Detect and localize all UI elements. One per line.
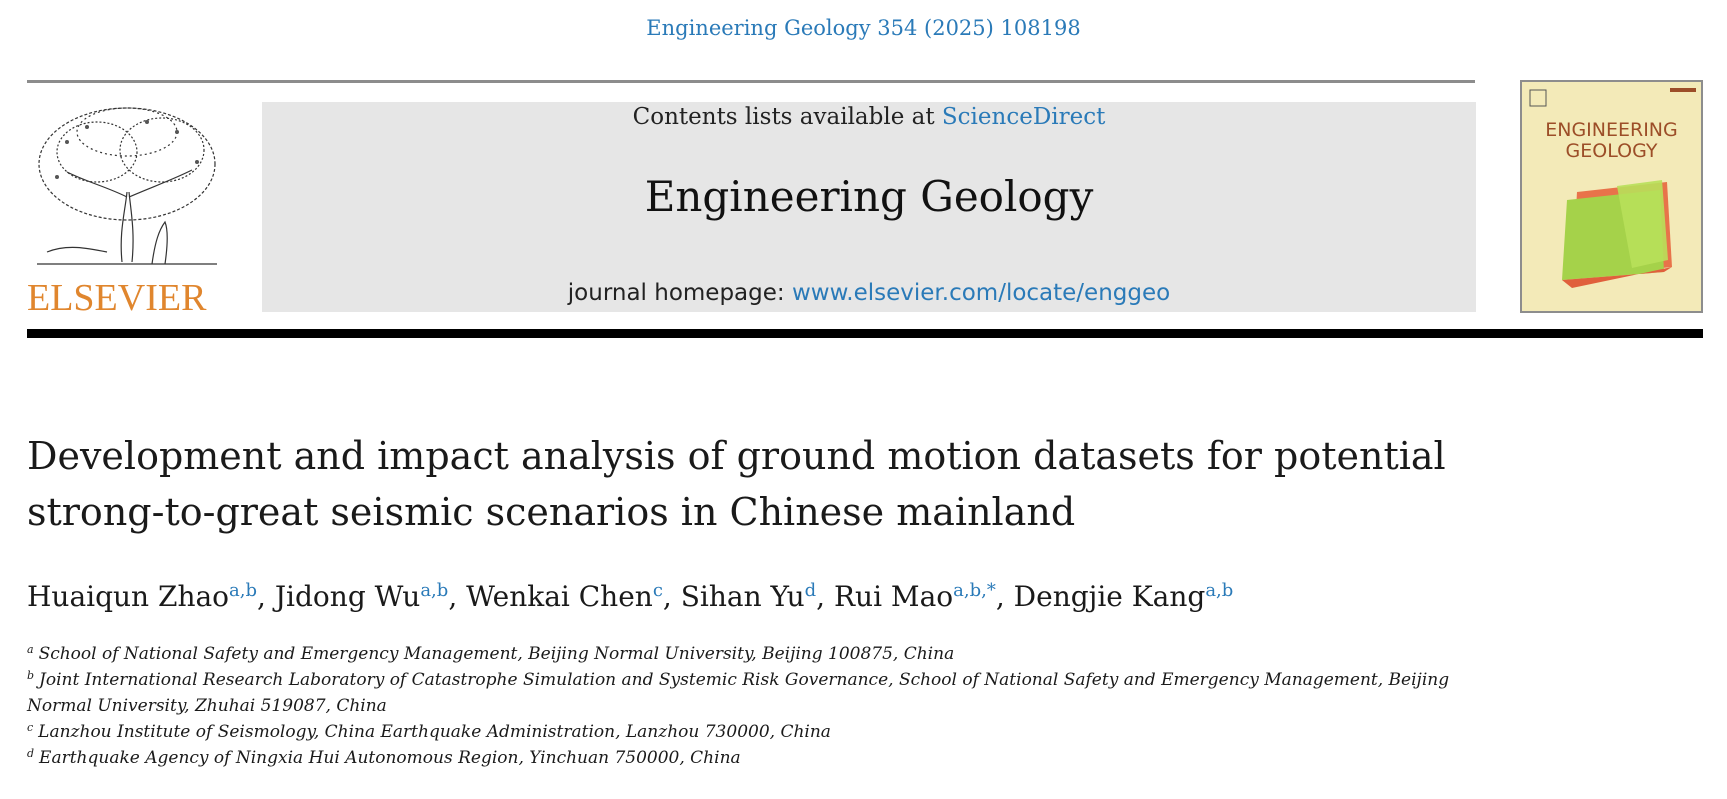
journal-homepage-link[interactable]: www.elsevier.com/locate/enggeo [791, 280, 1171, 306]
affiliation-key: d [27, 747, 35, 760]
contents-line [262, 104, 1476, 130]
affiliation-text: Lanzhou Institute of Seismology, China Earthquake Administration, Lanzhou 730000, China [38, 722, 831, 742]
author-name[interactable]: Rui Mao [833, 580, 954, 613]
author-name[interactable]: Jidong Wu [274, 580, 421, 613]
author-affiliation-mark[interactable]: a,b [420, 580, 449, 601]
affiliation-text: School of National Safety and Emergency Management, Beijing Normal University, Beijing 100875, China [38, 644, 955, 664]
affiliation-text: Earthquake Agency of Ningxia Hui Autonomous Region, Yinchuan 750000, China [39, 748, 741, 768]
sciencedirect-link[interactable]: ScienceDirect [941, 104, 1106, 130]
homepage-prefix: journal homepage: [567, 280, 792, 306]
affiliation-item [27, 667, 1467, 719]
journal-citation: Engineering Geology 354 (2025) 108198 [646, 16, 1081, 40]
author-list: Huaiqun Zhao$^{a,b}$, Jidong Wu$^{a,b}$, Wenkai Chen$^c$, Sihan Yu$^d$, Rui Mao$^{a,b,*}$, Dengjie Kang$^{a,b}$ [27, 580, 1234, 613]
cover-title-line1: ENGINEERING [1545, 119, 1678, 141]
article-title-line1: Development and impact analysis of ground motion datasets for potential [27, 434, 1446, 478]
cover-title-line2: GEOLOGY [1565, 140, 1658, 162]
affiliation-key: c [27, 721, 34, 734]
header-divider-thick [27, 329, 1703, 338]
affiliation-list [27, 641, 1467, 771]
cover-artwork-icon [1522, 82, 1703, 313]
article-title-line2: strong-to-great seismic scenarios in Chinese mainland [27, 490, 1076, 534]
journal-banner [262, 102, 1476, 312]
author-name[interactable]: Huaiqun Zhao [27, 580, 230, 613]
cover-title [1522, 120, 1701, 162]
author-affiliation-mark[interactable]: d [804, 580, 817, 601]
contents-prefix: Contents lists available at [632, 104, 942, 130]
author-affiliation-mark[interactable]: a,b [229, 580, 258, 601]
author-affiliation-mark[interactable]: c [652, 580, 663, 601]
affiliation-key: b [27, 669, 35, 682]
journal-cover-thumbnail[interactable] [1520, 80, 1703, 313]
elsevier-wordmark: ELSEVIER [27, 277, 207, 319]
header-divider-thin [27, 80, 1475, 83]
author-name[interactable]: Dengjie Kang [1013, 580, 1206, 613]
article-title [27, 428, 1487, 540]
author-affiliation-mark[interactable]: a,b [1205, 580, 1234, 601]
elsevier-logo[interactable] [27, 102, 227, 317]
tree-illustration-icon [27, 102, 227, 272]
author-name[interactable]: Wenkai Chen [466, 580, 653, 613]
affiliation-item [27, 745, 1467, 771]
author-name[interactable]: Sihan Yu [680, 580, 805, 613]
affiliation-key: a [27, 643, 34, 656]
homepage-line [262, 280, 1476, 306]
affiliation-item [27, 719, 1467, 745]
affiliation-text: Joint International Research Laboratory of Catastrophe Simulation and Systemic Risk Governance, School of National Safety and Emergency Management, Beijing Normal University, Zhuhai 519087, China [27, 670, 1450, 716]
affiliation-item [27, 641, 1467, 667]
author-affiliation-mark[interactable]: a,b,* [953, 580, 996, 601]
journal-name: Engineering Geology [644, 172, 1094, 221]
